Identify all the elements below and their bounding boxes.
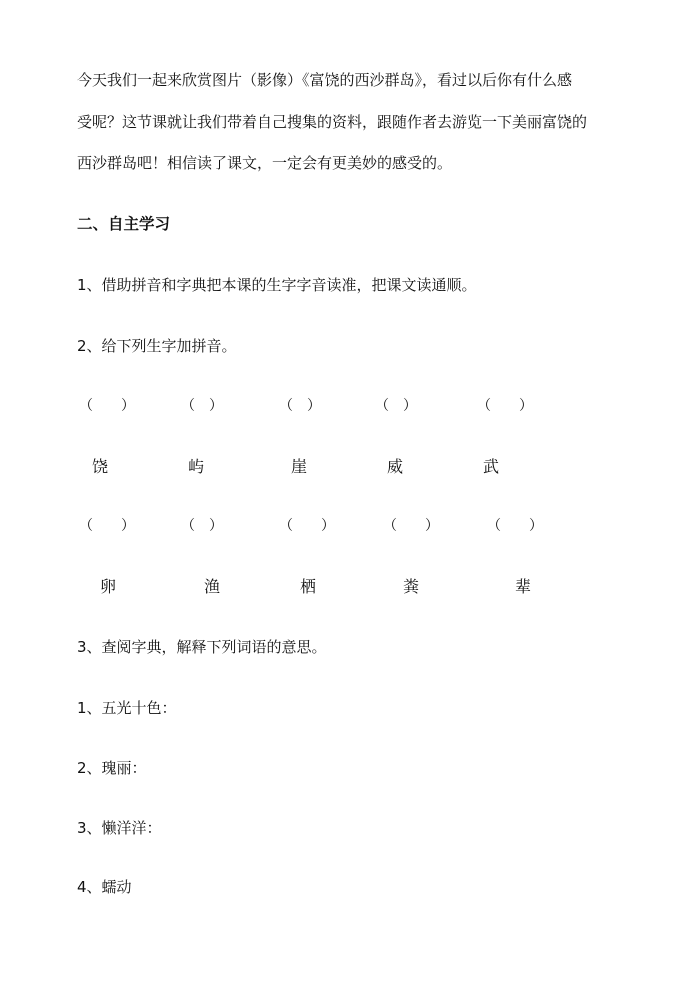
vocabulary-item: 4、蠕动 [77,878,132,896]
pinyin-blank: （ ） [487,518,543,534]
vocabulary-item: 2、瑰丽： [77,759,147,777]
section-heading: 二、自主学习 [77,215,171,233]
character: 屿 [188,457,205,476]
pinyin-blank: （ ） [477,398,533,414]
character: 武 [483,457,500,476]
vocabulary-item: 3、懒洋洋： [77,819,162,837]
pinyin-blank: （ ） [181,518,223,534]
pinyin-blank: （ ） [79,518,135,534]
character-row-1 [0,456,696,478]
pinyin-blank-row-1 [0,395,696,417]
character: 崖 [291,457,308,476]
intro-line-1: 今天我们一起来欣赏图片（影像）《富饶的西沙群岛》，看过以后你有什么感 [77,71,573,89]
pinyin-blank: （ ） [181,398,223,414]
character: 栖 [300,577,317,596]
pinyin-blank-row-2 [0,515,696,537]
pinyin-blank: （ ） [279,518,335,534]
character: 粪 [403,577,420,596]
character: 辈 [515,577,532,596]
pinyin-blank: （ ） [279,398,321,414]
task-item-1: 1、借助拼音和字典把本课的生字字音读准，把课文读通顺。 [77,276,477,294]
character: 威 [387,457,404,476]
character-row-2 [0,576,696,598]
pinyin-blank: （ ） [375,398,417,414]
pinyin-blank: （ ） [383,518,439,534]
character: 卵 [100,577,117,596]
vocabulary-item: 1、五光十色： [77,699,177,717]
task-item-3: 3、查阅字典，解释下列词语的意思。 [77,638,327,656]
pinyin-blank: （ ） [79,398,135,414]
task-item-2: 2、给下列生字加拼音。 [77,337,237,355]
intro-line-2: 受呢？这节课就让我们带着自己搜集的资料，跟随作者去游览一下美丽富饶的 [77,113,588,131]
intro-line-3: 西沙群岛吧！相信读了课文，一定会有更美妙的感受的。 [77,154,453,172]
character: 渔 [204,577,221,596]
character: 饶 [92,457,109,476]
